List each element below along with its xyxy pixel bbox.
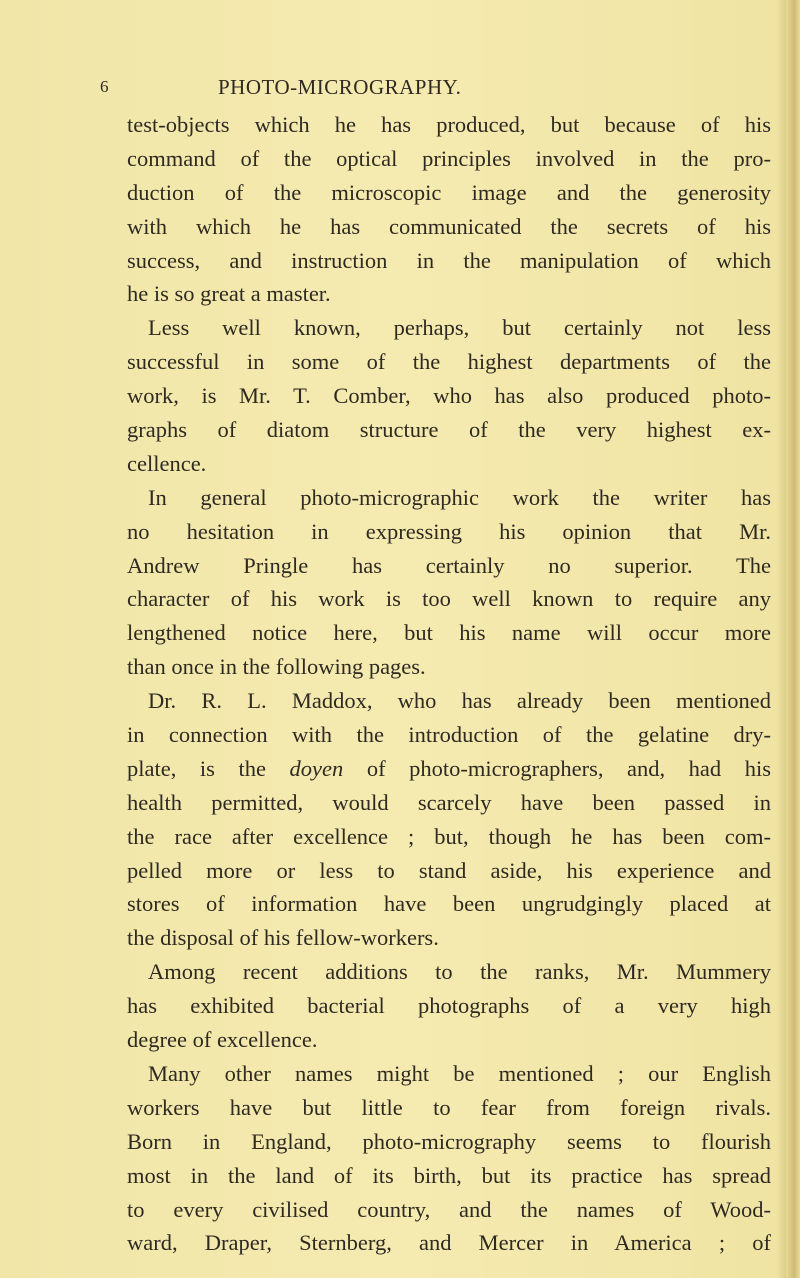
text-line: work, is Mr. T. Comber, who has also produced photo-: [127, 383, 771, 409]
text-line: command of the optical principles involved in the pro-: [127, 145, 771, 171]
text-line: Andrew Pringle has certainly no superior. The: [127, 552, 771, 578]
text-line: test-objects which he has produced, but because of his: [127, 112, 771, 137]
text-line: to every civilised country, and the names of Wood-: [127, 1196, 771, 1222]
text-line: pelled more or less to stand aside, his experience and: [127, 857, 771, 883]
text-line: Dr. R. L. Maddox, who has already been mentioned: [148, 688, 771, 714]
text-line: Among recent additions to the ranks, Mr. Mummery: [148, 959, 771, 985]
text-line: success, and instruction in the manipulation of which: [127, 247, 771, 273]
text-line: ward, Draper, Sternberg, and Mercer in America ; of: [127, 1230, 771, 1256]
text-line: cellence.: [127, 450, 207, 476]
text-line: In general photo-micrographic work the writer has: [148, 484, 771, 510]
text-line: with which he has communicated the secrets of his: [127, 213, 771, 239]
text-line: lengthened notice here, but his name will occur more: [127, 620, 771, 646]
page-number: 6: [100, 77, 109, 96]
text-line: Less well known, perhaps, but certainly not less: [148, 315, 771, 341]
text-line: duction of the microscopic image and the generosity: [127, 179, 771, 205]
text-line: Born in England, photo-micrography seems to flourish: [127, 1128, 771, 1154]
text-line: character of his work is too well known to require any: [127, 586, 771, 612]
page-edge: [786, 0, 800, 1278]
text-line: health permitted, would scarcely have been passed in: [127, 789, 771, 815]
text-line: in connection with the introduction of the gelatine dry-: [127, 722, 771, 748]
text-line: the race after excellence ; but, though he has been com-: [127, 823, 771, 849]
running-title: PHOTO-MICROGRAPHY.: [218, 75, 462, 99]
text-line: graphs of diatom structure of the very highest ex-: [127, 417, 771, 443]
text-line: plate, is the doyen of photo-micrographers, and, had his: [127, 755, 771, 781]
text-line: no hesitation in expressing his opinion that Mr.: [127, 518, 771, 544]
text-line: than once in the following pages.: [127, 654, 426, 680]
text-line: most in the land of its birth, but its practice has spread: [127, 1162, 771, 1188]
text-line: successful in some of the highest departments of the: [127, 349, 771, 375]
text-line: he is so great a master.: [127, 281, 331, 307]
text-line: has exhibited bacterial photographs of a very high: [127, 993, 771, 1019]
text-line: stores of information have been ungrudgingly placed at: [127, 891, 771, 917]
text-line: degree of excellence.: [127, 1027, 318, 1053]
body-text: [127, 108, 771, 1260]
text-line: workers have but little to fear from foreign rivals.: [127, 1094, 771, 1120]
text-line: the disposal of his fellow-workers.: [127, 925, 439, 951]
text-line: Many other names might be mentioned ; our English: [148, 1060, 771, 1086]
